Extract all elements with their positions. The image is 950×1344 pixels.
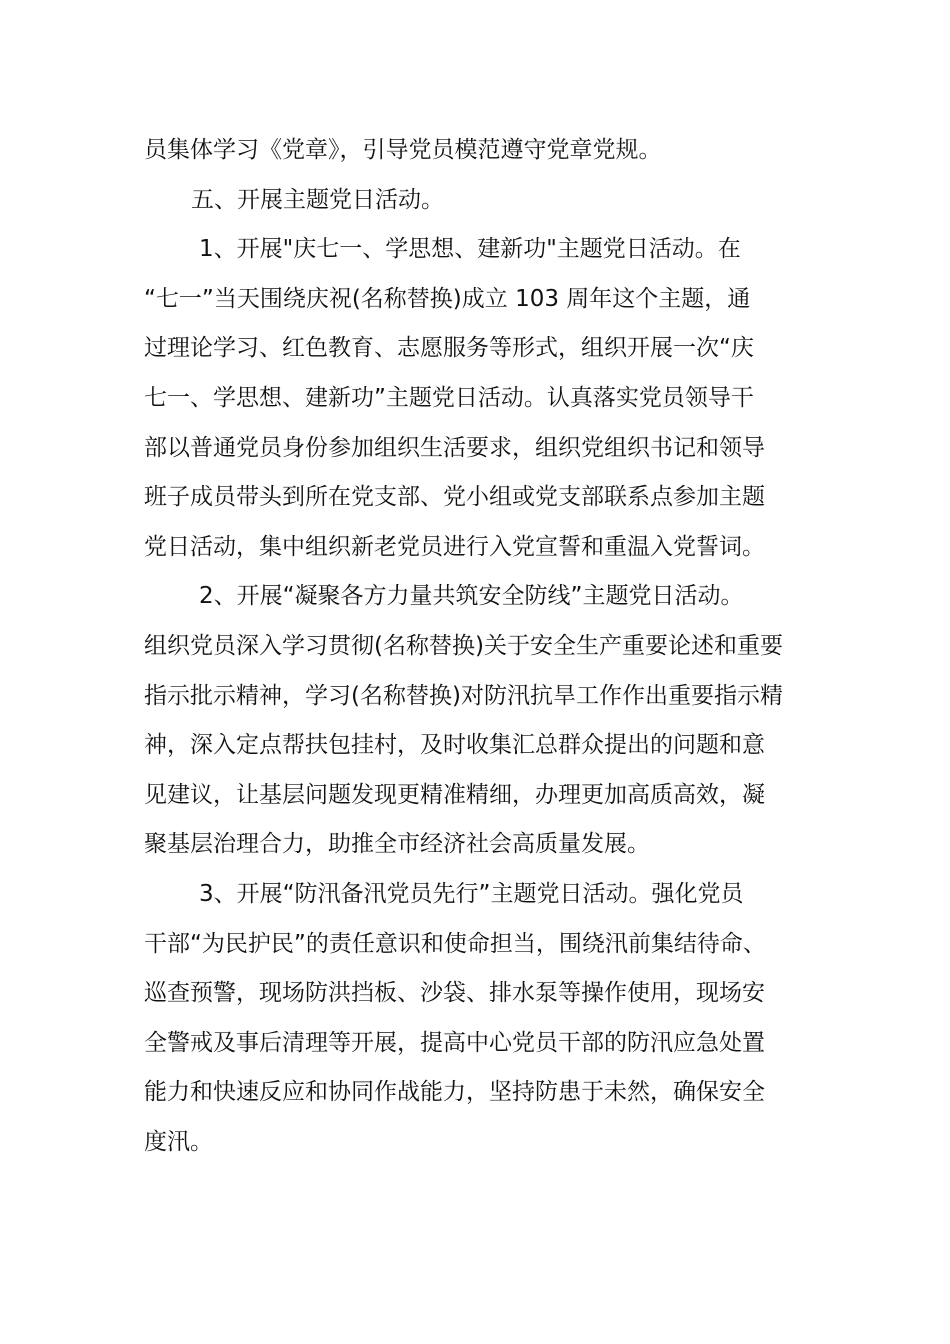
text-line-21: 度汛。: [144, 1128, 213, 1155]
document-body: [144, 126, 820, 1167]
text-line-17: 干部“为民护民”的责任意识和使命担当，围绕汛前集结待命、: [144, 930, 766, 957]
text-line-11: 组织党员深入学习贯彻(名称替换)关于安全生产重要论述和重要: [144, 632, 783, 659]
text-line-19: 全警戒及事后清理等开展，提高中心党员干部的防汛应急处置: [144, 1029, 765, 1056]
text-line-14: 见建议，让基层问题发现更精准精细，办理更加高质高效，凝: [144, 781, 765, 808]
text-line-12: 指示批示精神，学习(名称替换)对防汛抗旱工作作出重要指示精: [144, 682, 783, 709]
text-line-8: 班子成员带头到所在党支部、党小组或党支部联系点参加主题: [144, 484, 765, 511]
text-line-15: 聚基层治理合力，助推全市经济社会高质量发展。: [144, 831, 650, 858]
text-line-7: 部以普通党员身份参加组织生活要求，组织党组织书记和领导: [144, 434, 765, 461]
item-3-heading: 3、开展“防汛备汛党员先行”主题党日活动。强化党员: [199, 880, 744, 907]
text-line-6: 七一、学思想、建新功”主题党日活动。认真落实党员领导干: [144, 384, 754, 411]
text-line-9: 党日活动，集中组织新老党员进行入党宣誓和重温入党誓词。: [144, 533, 765, 560]
text-line-4: “七一”当天围绕庆祝(名称替换)成立 103 周年这个主题，通: [144, 285, 751, 312]
text-line-13: 神，深入定点帮扶包挂村，及时收集汇总群众提出的问题和意: [144, 732, 765, 759]
item-2-heading: 2、开展“凝聚各方力量共筑安全防线”主题党日活动。: [199, 583, 744, 610]
item-1-heading: 1、开展"庆七一、学思想、建新功"主题党日活动。在: [199, 236, 741, 263]
section-heading-5: 五、开展主题党日活动。: [191, 186, 444, 213]
text-line-20: 能力和快速反应和协同作战能力，坚持防患于未然，确保安全: [144, 1079, 765, 1106]
text-line-1: 员集体学习《党章》，引导党员模范遵守党章党规。: [144, 137, 662, 163]
text-line-5: 过理论学习、红色教育、志愿服务等形式，组织开展一次“庆: [144, 335, 754, 362]
text-line-18: 巡查预警，现场防洪挡板、沙袋、排水泵等操作使用，现场安: [144, 980, 765, 1007]
